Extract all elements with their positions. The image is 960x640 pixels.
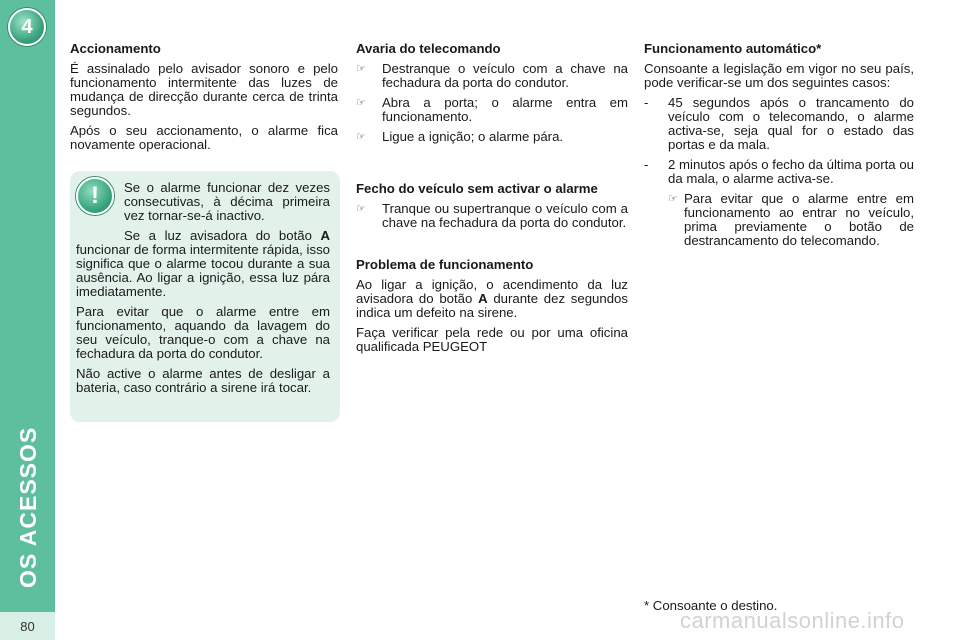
list-item-text: Abra a porta; o alarme entra em funcionamento.	[382, 95, 628, 124]
info-box	[70, 171, 340, 422]
dash-marker: -	[644, 157, 649, 172]
list-item-text: Tranque ou supertranque o veículo com a chave na fechadura da porta do condutor.	[382, 201, 628, 230]
exclamation-icon: !	[76, 177, 114, 215]
dash-item	[644, 158, 914, 186]
funcionamento-paragraph: Consoante a legislação em vigor no seu país, pode verificar-se um dos seguintes casos:	[644, 61, 914, 90]
problema-p1-before: Ao ligar a ignição, o acendimento da luz avisadora do botão	[356, 277, 628, 306]
info-box-paragraph-1: Se o alarme funcionar dez vezes consecutivas, à décima primeira vez tornar-se-á inactivo.	[124, 180, 330, 223]
accionamento-heading: Accionamento	[70, 41, 161, 56]
list-item	[356, 202, 628, 230]
pointing-hand-icon: ☞	[356, 63, 366, 75]
accionamento-paragraph-1: É assinalado pelo avisador sonoro e pelo funcionamento intermitente das luzes de mudança de direcção durante cerca de trinta segundos.	[70, 61, 338, 118]
button-a-label: A	[478, 291, 488, 306]
avaria-heading: Avaria do telecomando	[356, 41, 501, 56]
side-bar	[0, 0, 55, 640]
chapter-number: 4	[21, 15, 33, 38]
dash-item-text: 2 minutos após o fecho da última porta ou da mala, o alarme activa-se.	[668, 157, 914, 186]
list-item	[356, 130, 628, 144]
column-3	[644, 42, 914, 254]
problema-p1-after: durante dez segundos indica um defeito na sirene.	[356, 291, 628, 320]
fecho-heading: Fecho do veículo sem activar o alarme	[356, 181, 598, 196]
dash-item	[644, 96, 914, 152]
list-item-text: Ligue a ignição; o alarme pára.	[382, 129, 564, 144]
pointing-hand-icon: ☞	[356, 131, 366, 143]
page-number: 80	[0, 612, 55, 640]
sub-item-text: Para evitar que o alarme entre em funcionamento ao entrar no veículo, prima previamente o botão de destrancamento do telecomando.	[684, 191, 914, 248]
info-box-paragraph-3: Para evitar que o alarme entre em funcionamento, aquando da lavagem do seu veículo, tranque-o com a chave na fechadura da porta do condutor.	[76, 304, 330, 361]
problema-heading: Problema de funcionamento	[356, 257, 534, 272]
chapter-badge	[8, 8, 46, 46]
dash-item-text: 45 segundos após o trancamento do veículo com o telecomando, o alarme activa-se, seja qual for o estado das portas e da mala.	[668, 95, 914, 152]
pointing-hand-icon: ☞	[356, 203, 366, 215]
info-box-paragraph-2	[76, 229, 330, 299]
problema-paragraph-1	[356, 278, 628, 320]
column-1	[70, 42, 338, 158]
dash-marker: -	[644, 95, 649, 110]
sub-item	[668, 192, 914, 248]
problema-paragraph-2: Faça verificar pela rede ou por uma oficina qualificada PEUGEOT	[356, 325, 628, 354]
section-title: OS ACESSOS	[15, 426, 41, 588]
column-2	[356, 42, 628, 360]
button-a-label: A	[320, 228, 330, 243]
info-box-p2-text-after: funcionar de forma intermitente rápida, isso significa que o alarme tocou durante a sua ausência. Ao ligar a ignição, essa luz pára imediatamente.	[76, 242, 330, 299]
footnote: * Consoante o destino.	[644, 598, 778, 613]
list-item	[356, 96, 628, 124]
pointing-hand-icon: ☞	[668, 193, 678, 205]
watermark: carmanualsonline.info	[680, 608, 905, 633]
info-box-p2-text-before: Se a luz avisadora do botão	[124, 228, 321, 243]
info-box-paragraph-4: Não active o alarme antes de desligar a bateria, caso contrário a sirene irá tocar.	[76, 366, 330, 395]
accionamento-paragraph-2: Após o seu accionamento, o alarme fica novamente operacional.	[70, 123, 338, 152]
pointing-hand-icon: ☞	[356, 97, 366, 109]
list-item	[356, 62, 628, 90]
list-item-text: Destranque o veículo com a chave na fechadura da porta do condutor.	[382, 61, 628, 90]
funcionamento-heading: Funcionamento automático*	[644, 41, 822, 56]
